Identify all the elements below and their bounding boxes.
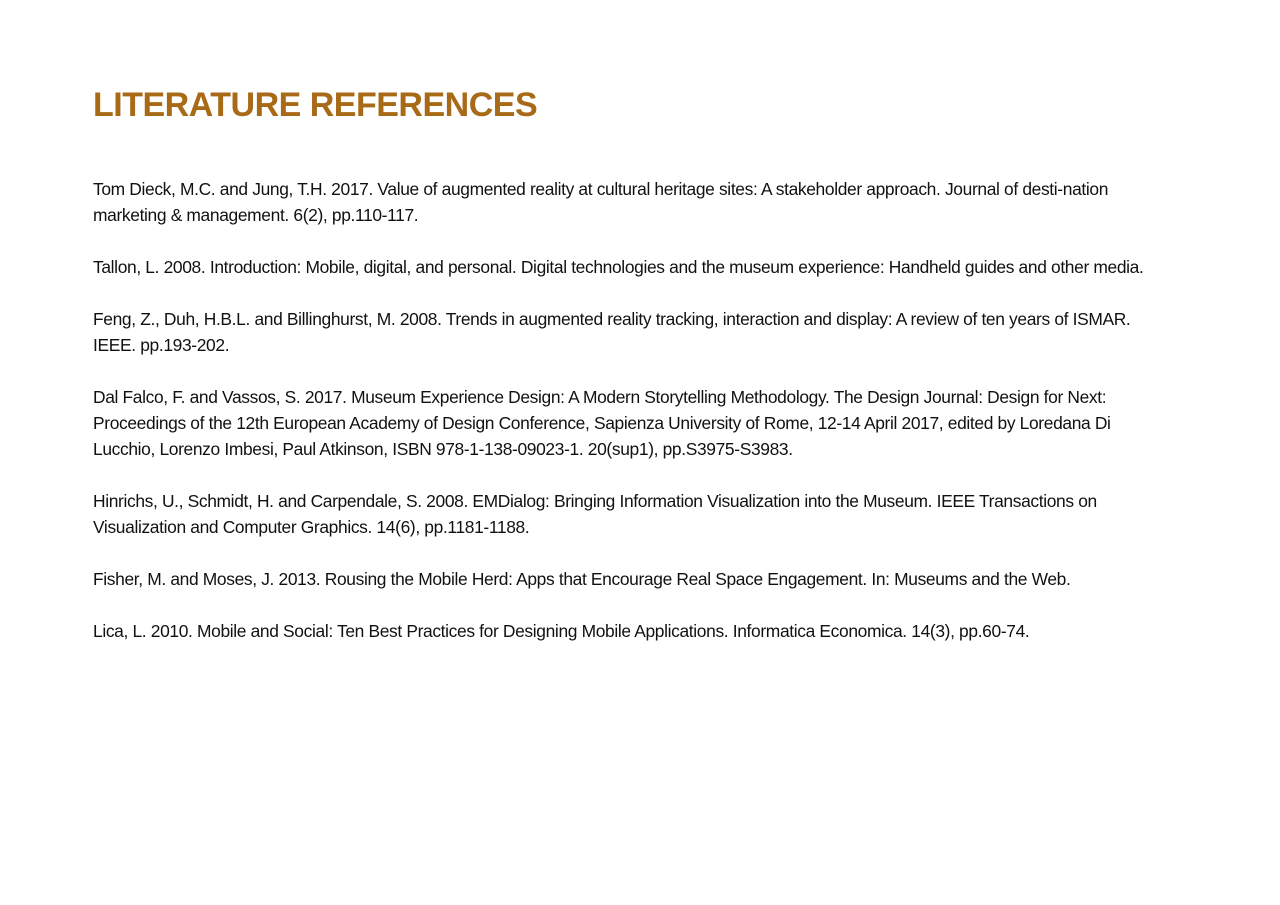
reference-item: Hinrichs, U., Schmidt, H. and Carpendale, S. 2008. EMDialog: Bringing Information Visualization into the Museum. IEEE Transactions on Visualization and Computer Graphics. 14(6), pp.1181-1188. [93,491,1097,537]
reference-item: Lica, L. 2010. Mobile and Social: Ten Best Practices for Designing Mobile Applications. Informatica Economica. 14(3), pp.60-74. [93,621,1030,641]
reference-item: Dal Falco, F. and Vassos, S. 2017. Museum Experience Design: A Modern Storytelling Methodology. The Design Journal: Design for Next: Proceedings of the 12th European Academy of Design Conference, Sapienza University of Rome, 12-14 April 2017, edited by Loredana Di Lucchio, Lorenzo Imbesi, Paul Atkinson, ISBN 978-1-138-09023-1. 20(sup1), pp.S3975-S3983. [93,387,1111,459]
reference-item: Feng, Z., Duh, H.B.L. and Billinghurst, M. 2008. Trends in augmented reality tracking, interaction and display: A review of ten years of ISMAR. IEEE. pp.193-202. [93,309,1131,355]
reference-item: Fisher, M. and Moses, J. 2013. Rousing the Mobile Herd: Apps that Encourage Real Space Engagement. In: Museums and the Web. [93,569,1071,589]
reference-list [93,176,1155,670]
page-title: LITERATURE REFERENCES [93,86,538,124]
reference-item: Tallon, L. 2008. Introduction: Mobile, digital, and personal. Digital technologies and the museum experience: Handheld guides and other media. [93,257,1144,277]
references-page [93,84,1155,641]
reference-item: Tom Dieck, M.C. and Jung, T.H. 2017. Value of augmented reality at cultural heritage sites: A stakeholder approach. Journal of desti-nation marketing & management. 6(2), pp.110-117. [93,179,1109,225]
